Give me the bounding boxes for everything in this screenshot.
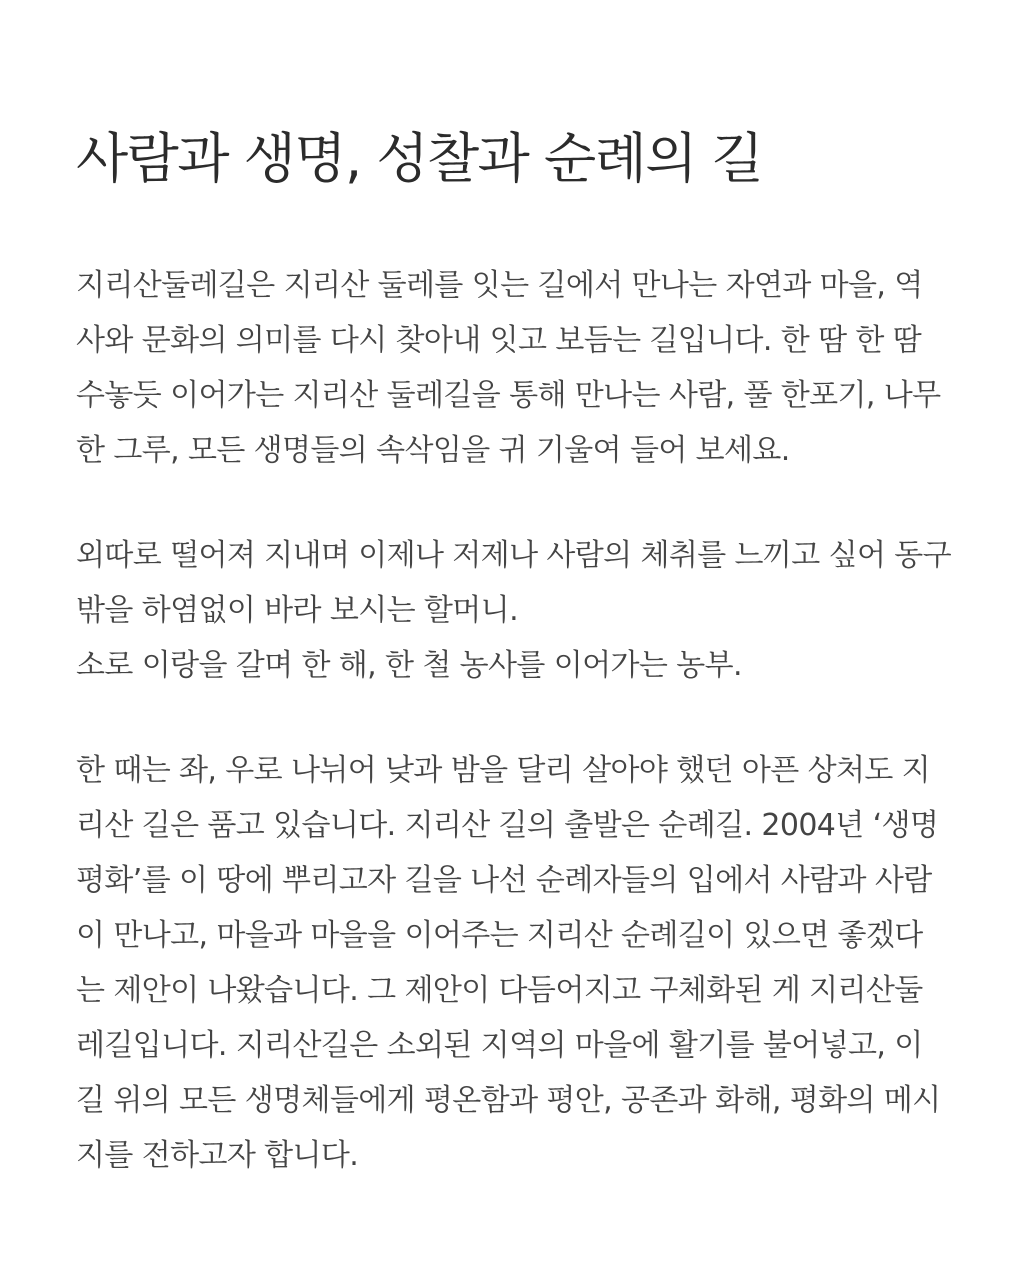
paragraph-line: 이 만나고, 마을과 마을을 이어주는 지리산 순례길이 있으면 좋겠다 xyxy=(76,918,923,953)
paragraph-line: 소로 이랑을 갈며 한 해, 한 철 농사를 이어가는 농부. xyxy=(76,648,742,683)
paragraph-history xyxy=(76,743,958,1183)
paragraph-intro xyxy=(76,258,958,478)
article-body xyxy=(76,258,958,1183)
paragraph-line: 길 위의 모든 생명체들에게 평온함과 평안, 공존과 화해, 평화의 메시 xyxy=(76,1083,941,1118)
paragraph-people xyxy=(76,528,958,693)
paragraph-line: 지리산둘레길은 지리산 둘레를 잇는 길에서 만나는 자연과 마을, 역 xyxy=(76,268,923,303)
paragraph-line: 평화’를 이 땅에 뿌리고자 길을 나선 순례자들의 입에서 사람과 사람 xyxy=(76,863,932,898)
paragraph-line: 한 그루, 모든 생명들의 속삭임을 귀 기울여 들어 보세요. xyxy=(76,433,790,468)
paragraph-line: 사와 문화의 의미를 다시 찾아내 잇고 보듬는 길입니다. 한 땀 한 땀 xyxy=(76,323,922,358)
paragraph-line: 수놓듯 이어가는 지리산 둘레길을 통해 만나는 사람, 풀 한포기, 나무 xyxy=(76,378,941,413)
paragraph-line: 한 때는 좌, 우로 나뉘어 낮과 밤을 달리 살아야 했던 아픈 상처도 지 xyxy=(76,753,931,788)
paragraph-line: 레길입니다. 지리산길은 소외된 지역의 마을에 활기를 불어넣고, 이 xyxy=(76,1028,923,1063)
paragraph-line: 지를 전하고자 합니다. xyxy=(76,1138,359,1173)
paragraph-line: 는 제안이 나왔습니다. 그 제안이 다듬어지고 구체화된 게 지리산둘 xyxy=(76,973,923,1008)
page-title: 사람과 생명, 성찰과 순례의 길 xyxy=(76,127,763,190)
paragraph-line: 외따로 떨어져 지내며 이제나 저제나 사람의 체취를 느끼고 싶어 동구 xyxy=(76,538,952,573)
paragraph-line: 밖을 하염없이 바라 보시는 할머니. xyxy=(76,593,519,628)
paragraph-line: 리산 길은 품고 있습니다. 지리산 길의 출발은 순례길. 2004년 ‘생명 xyxy=(76,808,939,843)
